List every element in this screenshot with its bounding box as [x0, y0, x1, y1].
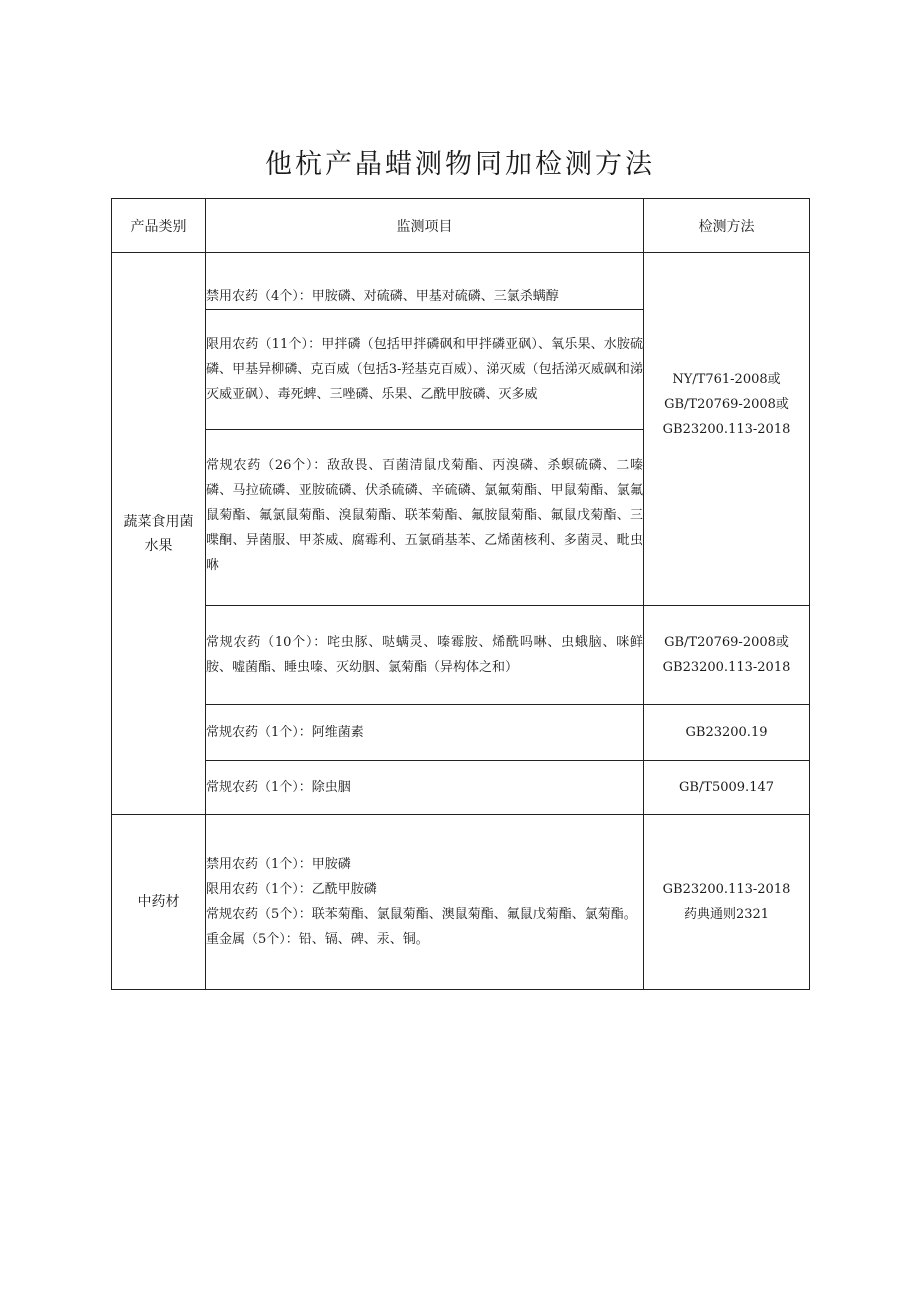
method-line: NY/T761-2008或: [672, 371, 781, 387]
item-regular-pesticides-abamectin: 常规农药（1个）：阿维菌素: [206, 705, 644, 761]
item-regular-pesticides-10: 常规农药（10个）：咤虫豚、哒螨灵、嗪霉胺、烯酰吗啉、虫蛾脑、咪鲜胺、嘘菌酯、睡虫嗪、灭幼胭、氯菊酯（异构体之和）: [206, 606, 644, 705]
item-text: 禁用农药（4个）：甲胺磷、对硫磷、甲基对硫磷、三氯杀螨醇: [206, 288, 559, 304]
table-header-row: [112, 199, 810, 253]
method-group-1: [644, 253, 810, 606]
item-text: 限用农药（1个）：乙酰甲胺磷: [206, 882, 377, 897]
item-regular-pesticides-26: [206, 430, 644, 606]
method-line: GB23200.113-2018: [662, 421, 791, 437]
item-restricted-pesticides-11: 限用农药（11个）：甲拌磷（包括甲拌磷砜和甲拌磷亚砜）、氧乐果、水胺硫磷、甲基异柳磷、克百威（包括3-羟基克百威）、涕灭威（包括涕灭威砜和涕灭威亚砜）、毒死蜱、三唑磷、乐果、乙酰甲胺磷、灭多威: [206, 310, 644, 430]
method-group-3: [644, 705, 810, 761]
table-row: [112, 253, 810, 310]
method-group-4: [644, 761, 810, 815]
header-monitoring-items: 监测项目: [206, 199, 644, 253]
header-product-category: 产品类别: [112, 199, 206, 253]
item-regular-pesticides-diflubenzuron: 常规农药（1个）：除虫胭: [206, 761, 644, 815]
item-text: 常规农药（26个）：敌敌畏、百菌清鼠戊菊酯、丙溴磷、杀螟硫磷、二嗪磷、马拉硫磷、亚胺硫磷、伏杀硫磷、辛硫磷、氯氟菊酯、甲鼠菊酯、氯氟鼠菊酯、氟氯鼠菊酯、溴鼠菊酯、联苯菊酯、氟胺鼠菊酯、氟鼠戊菊酯、三喋酮、异菌服、甲茶威、腐霉利、五氯硝基苯、乙烯菌核利、多菌灵、毗虫咻: [206, 458, 643, 573]
method-line: 药典通则2321: [683, 907, 770, 922]
item-text: 常规农药（5个）：联苯菊酯、氯鼠菊酯、澳鼠菊酯、氟鼠戊菊酯、氯菊酯。: [206, 907, 637, 922]
item-medicinal-materials: [206, 815, 644, 990]
item-text: 禁用农药（1个）：甲胺磷: [206, 857, 351, 872]
item-banned-pesticides-4: [206, 253, 644, 310]
document-title: 他杭产晶蜡测物同加检测方法: [265, 149, 655, 180]
table-row: [112, 815, 810, 990]
method-line: GB/T5009.147: [678, 780, 775, 795]
header-test-method: 检测方法: [644, 199, 810, 253]
category-line: 中药材: [137, 894, 180, 910]
method-line: GB23200.19: [685, 725, 768, 740]
method-group-2: [644, 606, 810, 705]
category-vegetables-fruits: [112, 253, 206, 815]
method-line: GB23200.113-2018: [662, 660, 791, 675]
table-row: [112, 705, 810, 761]
method-group-5: [644, 815, 810, 990]
category-chinese-medicinal-materials: [112, 815, 206, 990]
category-line: 蔬菜食用菌: [123, 513, 194, 530]
detection-methods-table: [111, 198, 810, 990]
category-line: 水果: [144, 537, 173, 554]
table-row: [112, 606, 810, 705]
method-line: GB/T20769-2008或: [664, 396, 789, 412]
table-row: [112, 761, 810, 815]
method-line: GB23200.113-2018: [662, 882, 791, 897]
method-line: GB/T20769-2008或: [664, 635, 789, 650]
item-text: 重金属（5个）：铅、镉、碑、汞、铜。: [206, 932, 429, 947]
